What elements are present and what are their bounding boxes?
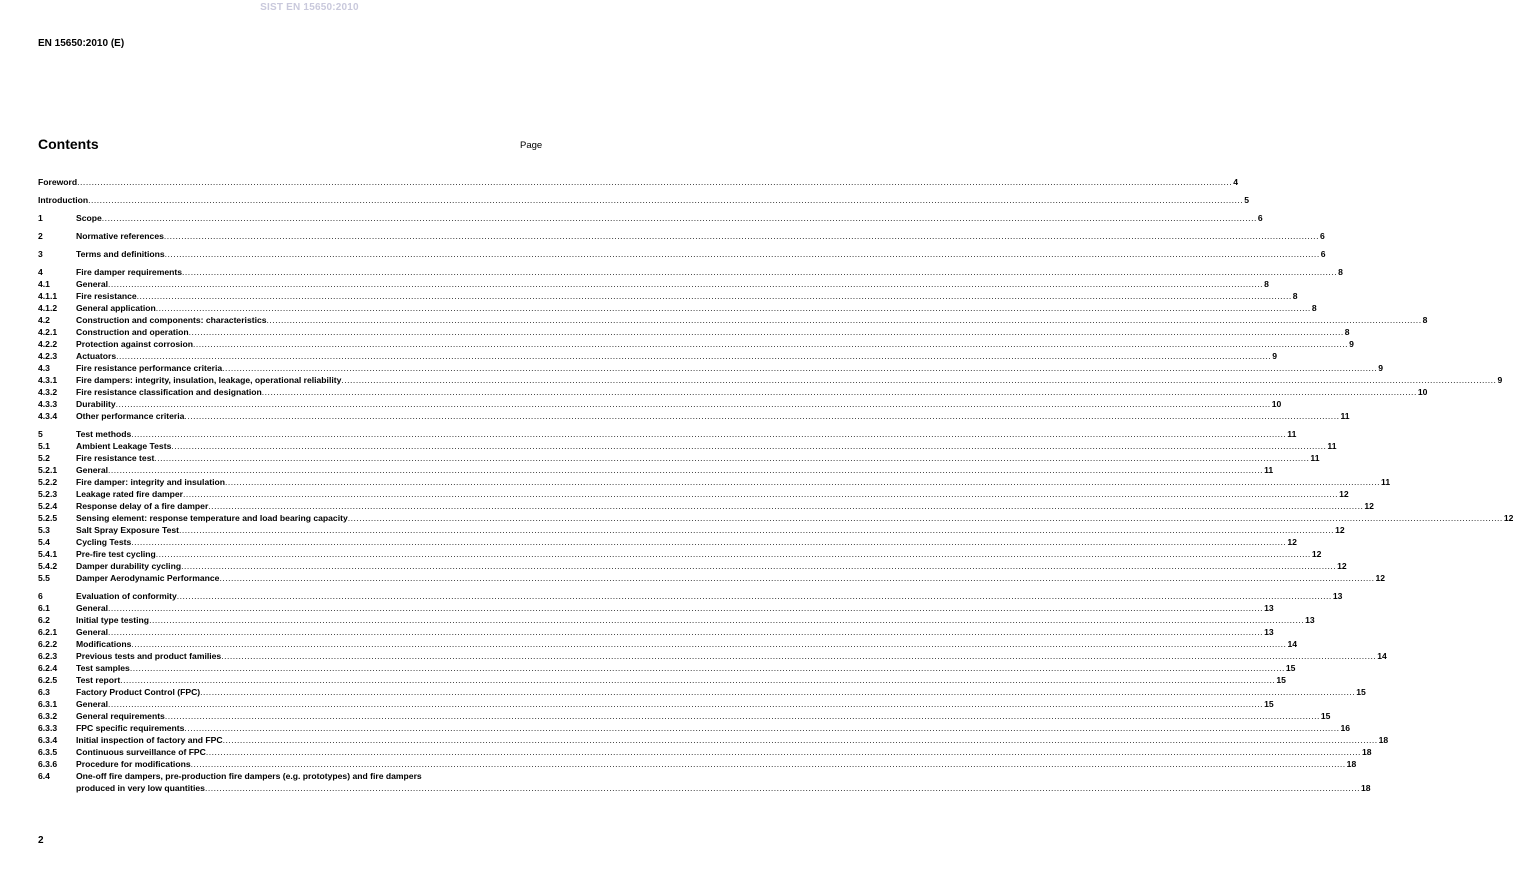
toc-entry-number: 5.4 (38, 537, 50, 547)
toc-entry[interactable] (38, 512, 1513, 524)
toc-entry[interactable] (38, 476, 1391, 488)
toc-entry-title: Other performance criteria (76, 411, 185, 421)
toc-entry-number: 4.3 (38, 363, 50, 373)
toc-entry-page: 13 (1305, 615, 1315, 625)
toc-entry-title: Fire resistance test (76, 453, 155, 463)
dot-leader: ................................................................................................................................................................................................................................................................................................................................................................................................................ (200, 687, 1356, 697)
toc-entry-title: Response delay of a fire damper (76, 501, 209, 511)
dot-leader: ................................................................................................................................................................................................................................................................................................................................................................................................................ (347, 513, 1503, 523)
dot-leader: ................................................................................................................................................................................................................................................................................................................................................................................................................ (136, 291, 1292, 301)
dot-leader: ................................................................................................................................................................................................................................................................................................................................................................................................................ (188, 327, 1344, 337)
toc-entry[interactable] (38, 302, 1317, 314)
toc-entry-number: 5.4.1 (38, 549, 58, 559)
dot-leader: ................................................................................................................................................................................................................................................................................................................................................................................................................ (164, 249, 1320, 259)
toc-entry[interactable] (38, 500, 1374, 512)
toc-entry-page: 14 (1287, 639, 1298, 649)
toc-entry-page: 18 (1378, 735, 1389, 745)
toc-entry[interactable] (38, 614, 1315, 626)
toc-entry-page: 13 (1332, 591, 1343, 601)
watermark: SIST EN 15650:2010 (260, 2, 359, 13)
toc-entry[interactable] (38, 440, 1337, 452)
toc-entry-number: 6.4 (38, 771, 50, 781)
dot-leader: ................................................................................................................................................................................................................................................................................................................................................................................................................ (155, 303, 1311, 313)
toc-entry-title: General application (76, 303, 156, 313)
toc-entry-title: Evaluation of conformity (76, 591, 177, 601)
toc-entry-title: Normative references (76, 231, 164, 241)
dot-leader: ................................................................................................................................................................................................................................................................................................................................................................................................................ (261, 387, 1417, 397)
toc-entry-number: 6.2.3 (38, 651, 58, 661)
toc-entry-page: 18 (1361, 783, 1371, 793)
toc-entry-page: 16 (1340, 723, 1351, 733)
toc-entry-number: 4.2.2 (38, 339, 58, 349)
toc-entry-title: Damper durability cycling (76, 561, 182, 571)
toc-entry[interactable] (38, 194, 1249, 206)
toc-entry-page: 12 (1335, 525, 1345, 535)
toc-entry[interactable] (38, 374, 1503, 386)
toc-entry-title: Fire damper: integrity and insulation (76, 477, 225, 487)
toc-entry-page: 12 (1375, 573, 1386, 583)
toc-entry-page: 8 (1311, 303, 1317, 313)
dot-leader: ................................................................................................................................................................................................................................................................................................................................................................................................................ (171, 441, 1327, 451)
toc-entry-number: 1 (38, 213, 43, 223)
toc-entry-number: 5.2.5 (38, 513, 58, 523)
toc-entry-title: Procedure for modifications (76, 759, 191, 769)
toc-entry-number: 5.2.4 (38, 501, 58, 511)
toc-entry[interactable] (38, 710, 1331, 722)
dot-leader: ................................................................................................................................................................................................................................................................................................................................................................................................................ (131, 537, 1287, 547)
toc-entry-page: 18 (1346, 759, 1357, 769)
toc-entry[interactable] (38, 398, 1282, 410)
toc-entry-title: Initial inspection of factory and FPC (76, 735, 223, 745)
dot-leader: ................................................................................................................................................................................................................................................................................................................................................................................................................ (77, 177, 1233, 187)
toc-entry-page: 11 (1287, 429, 1297, 439)
toc-entry[interactable] (38, 722, 1351, 734)
toc-entry-title: Continuous surveillance of FPC (76, 747, 206, 757)
toc-entry-number: 4.3.3 (38, 399, 58, 409)
toc-entry[interactable] (38, 524, 1345, 536)
toc-entry[interactable] (38, 662, 1296, 674)
dot-leader: ................................................................................................................................................................................................................................................................................................................................................................................................................ (184, 411, 1340, 421)
toc-entry-page: 15 (1276, 675, 1286, 685)
toc-entry-title: Previous tests and product families (76, 651, 222, 661)
toc-entry-number: 6.3.1 (38, 699, 58, 709)
dot-leader: ................................................................................................................................................................................................................................................................................................................................................................................................................ (101, 213, 1257, 223)
toc-entry-page: 15 (1285, 663, 1296, 673)
toc-entry[interactable] (38, 686, 1366, 698)
toc-entry-title: Leakage rated fire damper (76, 489, 183, 499)
toc-entry[interactable] (38, 278, 1269, 290)
toc-entry-page: 11 (1340, 411, 1350, 421)
dot-leader: ................................................................................................................................................................................................................................................................................................................................................................................................................ (176, 591, 1332, 601)
toc-entry-title: Fire resistance classification and designation (76, 387, 262, 397)
dot-leader: ................................................................................................................................................................................................................................................................................................................................................................................................................ (190, 759, 1346, 769)
toc-entry-number: 5.4.2 (38, 561, 58, 571)
toc-entry-title: Scope (76, 213, 102, 223)
dot-leader: ................................................................................................................................................................................................................................................................................................................................................................................................................ (181, 561, 1337, 571)
toc-entry-number: 2 (38, 231, 43, 241)
toc-entry-title: Salt Spray Exposure Test (76, 525, 180, 535)
dot-leader: ................................................................................................................................................................................................................................................................................................................................................................................................................ (219, 573, 1375, 583)
toc-entry[interactable] (38, 638, 1298, 650)
toc-entry-page: 10 (1271, 399, 1282, 409)
toc-entry-page: 8 (1422, 315, 1428, 325)
toc-entry[interactable] (38, 602, 1274, 614)
toc-entry-page: 12 (1339, 489, 1349, 499)
toc-entry-title-line1: One-off fire dampers, pre-production fire dampers (e.g. prototypes) and fire dampers (76, 771, 422, 781)
toc-entry-page: 6 (1320, 249, 1326, 259)
dot-leader: ................................................................................................................................................................................................................................................................................................................................................................................................................ (88, 195, 1244, 205)
dot-leader: ................................................................................................................................................................................................................................................................................................................................................................................................................ (116, 351, 1272, 361)
dot-leader: ................................................................................................................................................................................................................................................................................................................................................................................................................ (221, 651, 1377, 661)
toc-entry-title: Construction and components: characteristics (76, 315, 267, 325)
toc-entry-page: 10 (1417, 387, 1428, 397)
toc-entry[interactable] (38, 248, 1326, 260)
toc-entry-title: General (76, 465, 109, 475)
toc-entry[interactable] (38, 350, 1277, 362)
contents-title: Contents (38, 136, 99, 152)
toc-entry-title: Pre-fire test cycling (76, 549, 156, 559)
toc-entry-number: 4.3.1 (38, 375, 58, 385)
toc-entry-title: Test report (76, 675, 121, 685)
toc-entry[interactable] (38, 572, 1386, 584)
toc-entry-number: 6.2.2 (38, 639, 58, 649)
toc-entry-number: 6.3.6 (38, 759, 58, 769)
toc-entry-number: 5.2 (38, 453, 50, 463)
toc-entry[interactable] (38, 230, 1325, 242)
dot-leader: ................................................................................................................................................................................................................................................................................................................................................................................................................ (108, 627, 1264, 637)
toc-entry[interactable] (38, 746, 1372, 758)
toc-entry-title: Fire dampers: integrity, insulation, leakage, operational reliability (76, 375, 342, 385)
dot-leader: ................................................................................................................................................................................................................................................................................................................................................................................................................ (108, 465, 1264, 475)
toc-entry-title: Factory Product Control (FPC) (76, 687, 201, 697)
toc-entry[interactable] (38, 314, 1428, 326)
dot-leader: ................................................................................................................................................................................................................................................................................................................................................................................................................ (115, 399, 1271, 409)
toc-entry[interactable] (38, 452, 1320, 464)
toc-entry[interactable] (38, 488, 1349, 500)
table-of-contents (38, 176, 1513, 794)
dot-leader: ................................................................................................................................................................................................................................................................................................................................................................................................................ (154, 453, 1310, 463)
toc-entry-page: 8 (1338, 267, 1343, 277)
dot-leader: ................................................................................................................................................................................................................................................................................................................................................................................................................ (183, 489, 1339, 499)
dot-leader: ................................................................................................................................................................................................................................................................................................................................................................................................................ (222, 363, 1378, 373)
toc-entry[interactable] (38, 428, 1297, 440)
toc-entry-number: 6.2.1 (38, 627, 58, 637)
dot-leader: ................................................................................................................................................................................................................................................................................................................................................................................................................ (222, 735, 1378, 745)
toc-entry-number: 4.2.1 (38, 327, 58, 337)
toc-entry-title: Modifications (76, 639, 132, 649)
toc-entry-page: 6 (1319, 231, 1325, 241)
toc-entry-number: 6.2.4 (38, 663, 58, 673)
toc-entry-title: Test methods (76, 429, 132, 439)
toc-entry-page: 11 (1310, 453, 1320, 463)
toc-entry[interactable] (38, 734, 1389, 746)
toc-entry-title: General requirements (76, 711, 165, 721)
toc-entry[interactable] (38, 386, 1428, 398)
toc-entry-page: 4 (1233, 177, 1238, 187)
toc-entry-number: 4 (38, 267, 43, 277)
toc-entry[interactable] (38, 410, 1350, 422)
toc-entry-page: 12 (1287, 537, 1297, 547)
dot-leader: ................................................................................................................................................................................................................................................................................................................................................................................................................ (179, 525, 1335, 535)
toc-entry-number: 6.3.2 (38, 711, 58, 721)
toc-entry-number: 5.1 (38, 441, 50, 451)
page-number: 2 (38, 835, 44, 846)
toc-entry-page: 14 (1377, 651, 1387, 661)
toc-entry-number: 3 (38, 249, 43, 259)
toc-entry-number: 6.3.3 (38, 723, 58, 733)
toc-entry-title: FPC specific requirements (76, 723, 185, 733)
dot-leader: ................................................................................................................................................................................................................................................................................................................................................................................................................ (149, 615, 1305, 625)
toc-entry-page: 15 (1356, 687, 1366, 697)
toc-entry-page: 6 (1257, 213, 1263, 223)
toc-entry[interactable] (38, 290, 1298, 302)
toc-entry-title: Sensing element: response temperature and load bearing capacity (76, 513, 348, 523)
toc-entry[interactable] (38, 650, 1387, 662)
toc-entry-page: 5 (1244, 195, 1249, 205)
toc-entry-number: 6.3.4 (38, 735, 58, 745)
dot-leader: ................................................................................................................................................................................................................................................................................................................................................................................................................ (131, 639, 1287, 649)
standard-id: EN 15650:2010 (E) (38, 38, 125, 49)
toc-entry-title: Fire resistance performance criteria (76, 363, 223, 373)
toc-entry-number: 5.2.3 (38, 489, 58, 499)
dot-leader: ................................................................................................................................................................................................................................................................................................................................................................................................................ (155, 549, 1311, 559)
toc-entry[interactable] (38, 758, 1357, 770)
toc-entry-page: 11 (1264, 465, 1274, 475)
dot-leader: ................................................................................................................................................................................................................................................................................................................................................................................................................ (163, 231, 1319, 241)
dot-leader: ................................................................................................................................................................................................................................................................................................................................................................................................................ (184, 723, 1340, 733)
toc-entry-number: 4.1.1 (38, 291, 58, 301)
toc-entry-number: 4.1 (38, 279, 50, 289)
toc-entry[interactable] (38, 338, 1354, 350)
dot-leader: ................................................................................................................................................................................................................................................................................................................................................................................................................ (131, 429, 1287, 439)
dot-leader: ................................................................................................................................................................................................................................................................................................................................................................................................................ (224, 477, 1381, 487)
toc-entry[interactable] (38, 176, 1238, 188)
toc-entry[interactable] (38, 362, 1384, 374)
toc-entry[interactable] (38, 266, 1343, 278)
toc-entry[interactable] (38, 560, 1347, 572)
toc-entry-number: 5.5 (38, 573, 50, 583)
toc-entry-title: Ambient Leakage Tests (76, 441, 172, 451)
toc-entry-page: 9 (1497, 375, 1503, 385)
dot-leader: ................................................................................................................................................................................................................................................................................................................................................................................................................ (266, 315, 1422, 325)
dot-leader: ................................................................................................................................................................................................................................................................................................................................................................................................................ (108, 279, 1264, 289)
toc-entry[interactable] (38, 464, 1274, 476)
toc-entry-page: 12 (1311, 549, 1322, 559)
toc-entry-number: 6 (38, 591, 43, 601)
page-column-label: Page (520, 140, 543, 151)
toc-entry-page: 8 (1344, 327, 1350, 337)
dot-leader: ................................................................................................................................................................................................................................................................................................................................................................................................................ (208, 501, 1364, 511)
dot-leader: ................................................................................................................................................................................................................................................................................................................................................................................................................ (164, 711, 1320, 721)
toc-entry-number: 4.3.2 (38, 387, 58, 397)
toc-entry-page: 15 (1264, 699, 1274, 709)
toc-entry-title: produced in very low quantities (76, 783, 205, 793)
toc-entry-page: 9 (1349, 339, 1354, 349)
dot-leader: ................................................................................................................................................................................................................................................................................................................................................................................................................ (108, 699, 1264, 709)
toc-entry-title: Foreword (38, 177, 78, 187)
toc-entry-page: 8 (1264, 279, 1269, 289)
toc-entry-title: Protection against corrosion (76, 339, 193, 349)
toc-entry-number: 4.3.4 (38, 411, 58, 421)
toc-entry-title: General (76, 603, 109, 613)
toc-entry[interactable] (38, 212, 1263, 224)
toc-entry-number: 4.2.3 (38, 351, 58, 361)
toc-entry-number: 5.2.1 (38, 465, 58, 475)
dot-leader: ................................................................................................................................................................................................................................................................................................................................................................................................................ (120, 675, 1276, 685)
toc-entry[interactable] (38, 626, 1274, 638)
toc-entry-title: Introduction (38, 195, 89, 205)
toc-entry-page: 11 (1381, 477, 1391, 487)
toc-entry-number: 6.2 (38, 615, 50, 625)
toc-entry-title: General (76, 279, 109, 289)
dot-leader: ................................................................................................................................................................................................................................................................................................................................................................................................................ (129, 663, 1285, 673)
toc-entry-page: 9 (1272, 351, 1277, 361)
dot-leader: ................................................................................................................................................................................................................................................................................................................................................................................................................ (182, 267, 1338, 277)
toc-entry-title: Fire resistance (76, 291, 137, 301)
toc-entry-title: General (76, 627, 109, 637)
toc-entry[interactable] (38, 536, 1297, 548)
toc-entry-page: 15 (1320, 711, 1331, 721)
toc-entry-number: 6.2.5 (38, 675, 58, 685)
toc-entry-page: 12 (1503, 513, 1513, 523)
toc-entry[interactable] (38, 698, 1274, 710)
toc-entry-title: Durability (76, 399, 116, 409)
toc-entry[interactable] (38, 548, 1322, 560)
toc-entry-number: 4.1.2 (38, 303, 58, 313)
toc-entry-title: Cycling Tests (76, 537, 132, 547)
toc-entry-page: 18 (1361, 747, 1372, 757)
toc-entry-page: 11 (1327, 441, 1337, 451)
toc-entry-number: 5 (38, 429, 43, 439)
toc-entry-title: General (76, 699, 109, 709)
toc-entry-title: Initial type testing (76, 615, 150, 625)
dot-leader: ................................................................................................................................................................................................................................................................................................................................................................................................................ (205, 747, 1361, 757)
toc-entry-number: 5.3 (38, 525, 50, 535)
toc-entry-page: 12 (1364, 501, 1374, 511)
toc-entry-page: 12 (1337, 561, 1347, 571)
toc-entry-number: 6.3 (38, 687, 50, 697)
dot-leader: ................................................................................................................................................................................................................................................................................................................................................................................................................ (204, 783, 1360, 793)
toc-entry-title: Fire damper requirements (76, 267, 183, 277)
toc-entry-title: Terms and definitions (76, 249, 165, 259)
toc-entry[interactable] (38, 674, 1286, 686)
toc-entry-page: 8 (1292, 291, 1298, 301)
toc-entry[interactable] (38, 770, 1371, 794)
toc-entry-title: Actuators (76, 351, 117, 361)
toc-entry-title: Damper Aerodynamic Performance (76, 573, 220, 583)
toc-entry-page: 9 (1378, 363, 1384, 373)
toc-entry-title: Construction and operation (76, 327, 189, 337)
dot-leader: ................................................................................................................................................................................................................................................................................................................................................................................................................ (341, 375, 1497, 385)
toc-entry-number: 4.2 (38, 315, 50, 325)
toc-entry-page: 13 (1264, 603, 1274, 613)
toc-entry-number: 5.2.2 (38, 477, 58, 487)
toc-entry-page: 13 (1264, 627, 1274, 637)
toc-entry[interactable] (38, 326, 1350, 338)
toc-entry[interactable] (38, 590, 1343, 602)
dot-leader: ................................................................................................................................................................................................................................................................................................................................................................................................................ (193, 339, 1349, 349)
toc-entry-number: 6.1 (38, 603, 50, 613)
dot-leader: ................................................................................................................................................................................................................................................................................................................................................................................................................ (108, 603, 1264, 613)
toc-entry-number: 6.3.5 (38, 747, 58, 757)
toc-entry-title: Test samples (76, 663, 130, 673)
